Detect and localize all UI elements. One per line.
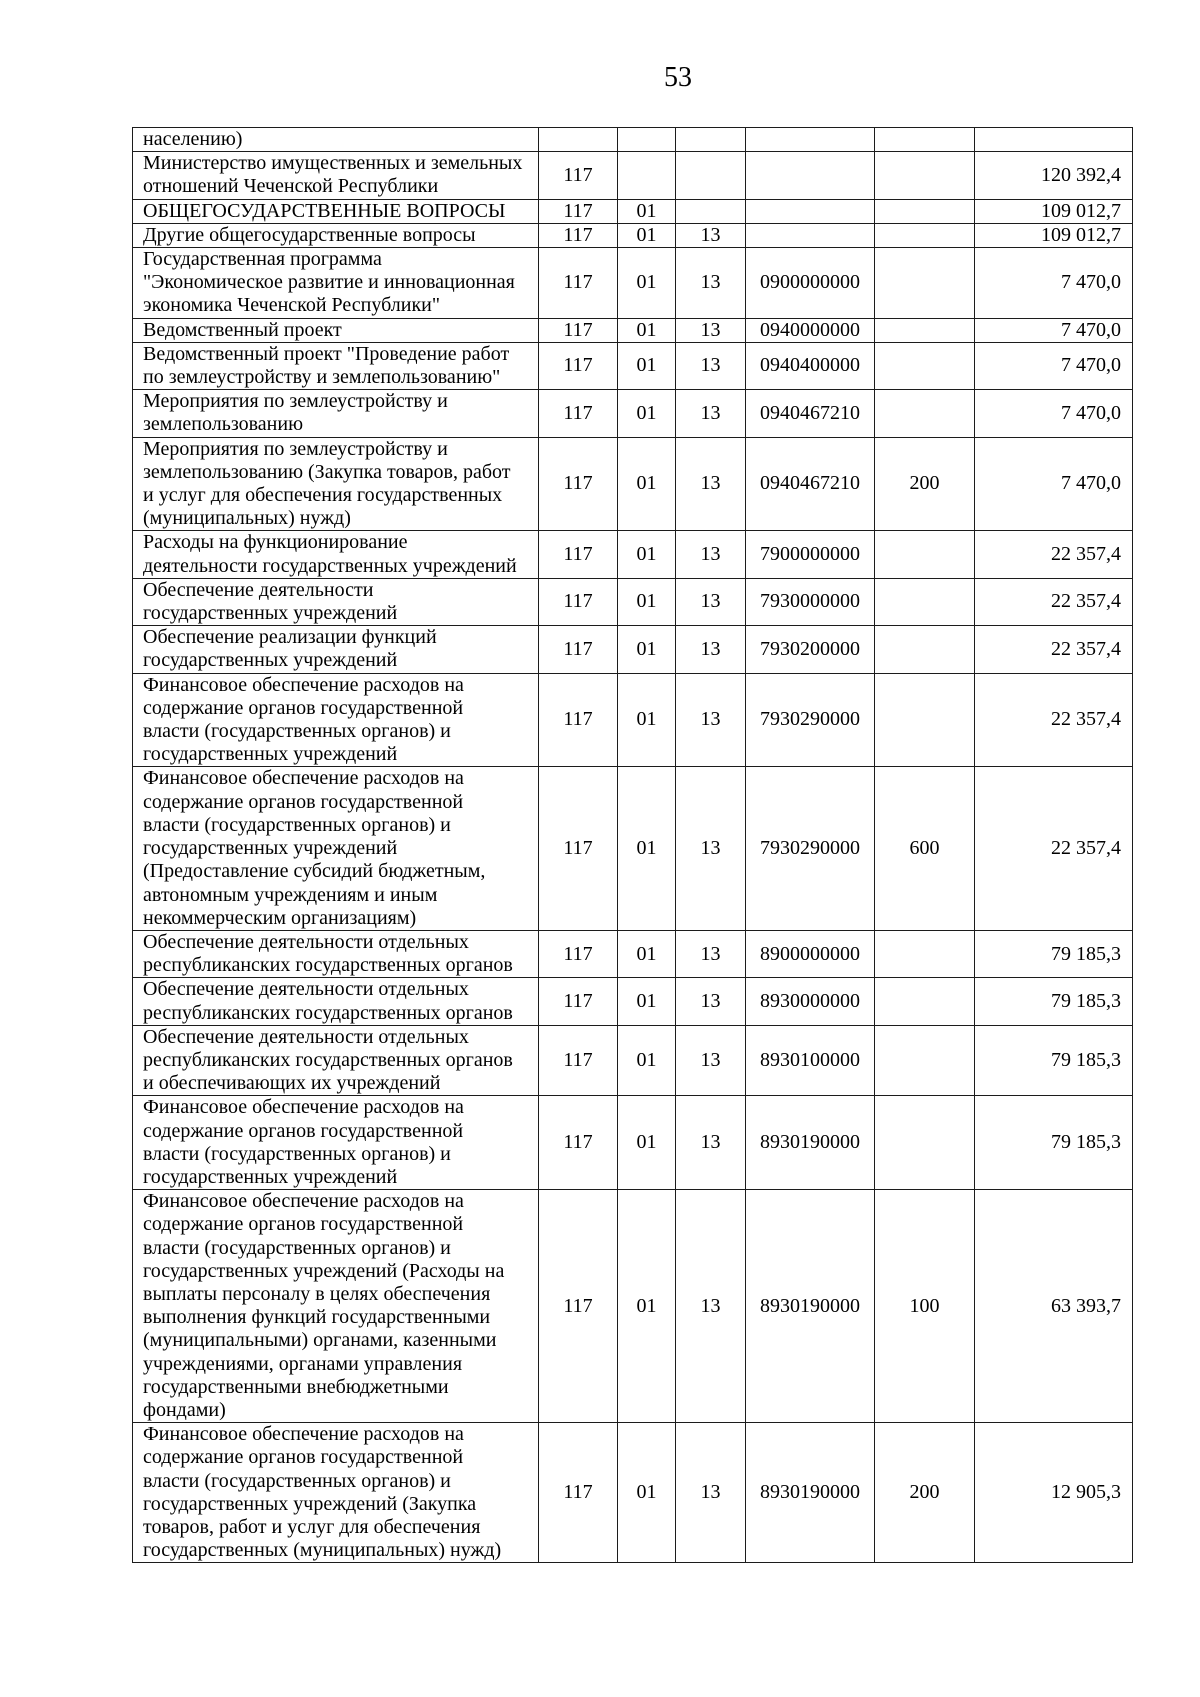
expense-type-code-cell bbox=[875, 978, 975, 1025]
target-article-code-cell: 8930190000 bbox=[746, 1190, 875, 1423]
expense-type-code-cell: 100 bbox=[875, 1190, 975, 1423]
expense-type-code-cell bbox=[875, 223, 975, 247]
target-article-code-cell: 7930000000 bbox=[746, 578, 875, 625]
subsection-code-cell: 13 bbox=[676, 437, 746, 531]
expense-type-code-cell bbox=[875, 128, 975, 152]
ministry-code-cell: 117 bbox=[539, 390, 618, 437]
section-code-cell: 01 bbox=[618, 626, 676, 673]
table-row bbox=[133, 342, 1133, 389]
amount-cell: 79 185,3 bbox=[975, 930, 1133, 977]
target-article-code-cell bbox=[746, 128, 875, 152]
table-row bbox=[133, 128, 1133, 152]
target-article-code-cell bbox=[746, 223, 875, 247]
item-name-cell: Финансовое обеспечение расходов на содержание органов государственной власти (государственных органов) и государственных учреждений (Закупка товаров, работ и услуг для обеспечения государственных (муниципальных) нужд) bbox=[133, 1423, 539, 1563]
item-name-cell: Финансовое обеспечение расходов на содержание органов государственной власти (государственных органов) и государственных учреждений bbox=[133, 1096, 539, 1190]
table-row bbox=[133, 1190, 1133, 1423]
ministry-code-cell: 117 bbox=[539, 578, 618, 625]
expense-type-code-cell bbox=[875, 318, 975, 342]
table-row bbox=[133, 1096, 1133, 1190]
section-code-cell: 01 bbox=[618, 318, 676, 342]
expense-type-code-cell bbox=[875, 578, 975, 625]
amount-cell: 109 012,7 bbox=[975, 199, 1133, 223]
table-row bbox=[133, 1423, 1133, 1563]
amount-cell: 22 357,4 bbox=[975, 578, 1133, 625]
page-number: 53 bbox=[664, 62, 692, 93]
expense-type-code-cell bbox=[875, 1025, 975, 1096]
subsection-code-cell: 13 bbox=[676, 1096, 746, 1190]
expense-type-code-cell bbox=[875, 248, 975, 319]
target-article-code-cell bbox=[746, 199, 875, 223]
section-code-cell: 01 bbox=[618, 1096, 676, 1190]
amount-cell: 7 470,0 bbox=[975, 318, 1133, 342]
table-row bbox=[133, 930, 1133, 977]
amount-cell: 79 185,3 bbox=[975, 1025, 1133, 1096]
subsection-code-cell: 13 bbox=[676, 1190, 746, 1423]
table-row bbox=[133, 199, 1133, 223]
table-row bbox=[133, 437, 1133, 531]
subsection-code-cell: 13 bbox=[676, 390, 746, 437]
amount-cell bbox=[975, 128, 1133, 152]
item-name-cell: Другие общегосударственные вопросы bbox=[133, 223, 539, 247]
item-name-cell: Обеспечение деятельности государственных учреждений bbox=[133, 578, 539, 625]
ministry-code-cell: 117 bbox=[539, 152, 618, 199]
amount-cell: 79 185,3 bbox=[975, 978, 1133, 1025]
expense-type-code-cell bbox=[875, 1096, 975, 1190]
target-article-code-cell: 8930190000 bbox=[746, 1096, 875, 1190]
table-row bbox=[133, 767, 1133, 930]
table-row bbox=[133, 318, 1133, 342]
item-name-cell: Обеспечение деятельности отдельных республиканских государственных органов и обеспечивающих их учреждений bbox=[133, 1025, 539, 1096]
ministry-code-cell: 117 bbox=[539, 342, 618, 389]
table-row bbox=[133, 390, 1133, 437]
subsection-code-cell bbox=[676, 152, 746, 199]
expense-type-code-cell bbox=[875, 626, 975, 673]
section-code-cell: 01 bbox=[618, 342, 676, 389]
amount-cell: 7 470,0 bbox=[975, 342, 1133, 389]
ministry-code-cell: 117 bbox=[539, 531, 618, 578]
expense-type-code-cell bbox=[875, 342, 975, 389]
section-code-cell: 01 bbox=[618, 390, 676, 437]
budget-table-body bbox=[133, 128, 1133, 1563]
subsection-code-cell: 13 bbox=[676, 673, 746, 767]
amount-cell: 12 905,3 bbox=[975, 1423, 1133, 1563]
item-name-cell: ОБЩЕГОСУДАРСТВЕННЫЕ ВОПРОСЫ bbox=[133, 199, 539, 223]
amount-cell: 7 470,0 bbox=[975, 248, 1133, 319]
ministry-code-cell: 117 bbox=[539, 437, 618, 531]
ministry-code-cell: 117 bbox=[539, 1423, 618, 1563]
amount-cell: 22 357,4 bbox=[975, 626, 1133, 673]
section-code-cell bbox=[618, 152, 676, 199]
ministry-code-cell: 117 bbox=[539, 248, 618, 319]
table-row bbox=[133, 578, 1133, 625]
ministry-code-cell: 117 bbox=[539, 673, 618, 767]
section-code-cell bbox=[618, 128, 676, 152]
expense-type-code-cell bbox=[875, 152, 975, 199]
expense-type-code-cell bbox=[875, 673, 975, 767]
target-article-code-cell: 7930200000 bbox=[746, 626, 875, 673]
section-code-cell: 01 bbox=[618, 930, 676, 977]
section-code-cell: 01 bbox=[618, 199, 676, 223]
section-code-cell: 01 bbox=[618, 978, 676, 1025]
expense-type-code-cell bbox=[875, 930, 975, 977]
table-row bbox=[133, 152, 1133, 199]
target-article-code-cell: 0940467210 bbox=[746, 390, 875, 437]
ministry-code-cell: 117 bbox=[539, 223, 618, 247]
table-row bbox=[133, 1025, 1133, 1096]
expense-type-code-cell: 600 bbox=[875, 767, 975, 930]
amount-cell: 7 470,0 bbox=[975, 390, 1133, 437]
item-name-cell: Финансовое обеспечение расходов на содержание органов государственной власти (государственных органов) и государственных учреждений (Расходы на выплаты персоналу в целях обеспечения выполнения функций государственными (муниципальными) органами, казенными учреждениями, органами управления государственными внебюджетными фондами) bbox=[133, 1190, 539, 1423]
section-code-cell: 01 bbox=[618, 767, 676, 930]
item-name-cell: Мероприятия по землеустройству и землепользованию (Закупка товаров, работ и услуг для обеспечения государственных (муниципальных) нужд) bbox=[133, 437, 539, 531]
subsection-code-cell: 13 bbox=[676, 578, 746, 625]
amount-cell: 22 357,4 bbox=[975, 531, 1133, 578]
expense-type-code-cell bbox=[875, 390, 975, 437]
section-code-cell: 01 bbox=[618, 1423, 676, 1563]
ministry-code-cell: 117 bbox=[539, 930, 618, 977]
target-article-code-cell: 8900000000 bbox=[746, 930, 875, 977]
subsection-code-cell: 13 bbox=[676, 223, 746, 247]
amount-cell: 63 393,7 bbox=[975, 1190, 1133, 1423]
table-row bbox=[133, 978, 1133, 1025]
subsection-code-cell: 13 bbox=[676, 626, 746, 673]
table-row bbox=[133, 248, 1133, 319]
subsection-code-cell: 13 bbox=[676, 930, 746, 977]
subsection-code-cell bbox=[676, 128, 746, 152]
target-article-code-cell: 8930100000 bbox=[746, 1025, 875, 1096]
subsection-code-cell: 13 bbox=[676, 767, 746, 930]
item-name-cell: Финансовое обеспечение расходов на содержание органов государственной власти (государственных органов) и государственных учреждений bbox=[133, 673, 539, 767]
target-article-code-cell: 0940000000 bbox=[746, 318, 875, 342]
table-row bbox=[133, 626, 1133, 673]
item-name-cell: Ведомственный проект "Проведение работ по землеустройству и землепользованию" bbox=[133, 342, 539, 389]
expense-type-code-cell bbox=[875, 199, 975, 223]
target-article-code-cell: 8930190000 bbox=[746, 1423, 875, 1563]
target-article-code-cell: 0900000000 bbox=[746, 248, 875, 319]
item-name-cell: Обеспечение деятельности отдельных республиканских государственных органов bbox=[133, 930, 539, 977]
expense-type-code-cell bbox=[875, 531, 975, 578]
subsection-code-cell: 13 bbox=[676, 318, 746, 342]
subsection-code-cell: 13 bbox=[676, 342, 746, 389]
amount-cell: 7 470,0 bbox=[975, 437, 1133, 531]
item-name-cell: Государственная программа "Экономическое развитие и инновационная экономика Чеченской Республики" bbox=[133, 248, 539, 319]
subsection-code-cell: 13 bbox=[676, 1025, 746, 1096]
section-code-cell: 01 bbox=[618, 223, 676, 247]
target-article-code-cell: 0940400000 bbox=[746, 342, 875, 389]
ministry-code-cell: 117 bbox=[539, 1025, 618, 1096]
item-name-cell: Расходы на функционирование деятельности государственных учреждений bbox=[133, 531, 539, 578]
item-name-cell: Ведомственный проект bbox=[133, 318, 539, 342]
budget-table bbox=[132, 127, 1133, 1563]
ministry-code-cell: 117 bbox=[539, 1190, 618, 1423]
table-row bbox=[133, 673, 1133, 767]
ministry-code-cell bbox=[539, 128, 618, 152]
subsection-code-cell: 13 bbox=[676, 978, 746, 1025]
ministry-code-cell: 117 bbox=[539, 1096, 618, 1190]
amount-cell: 109 012,7 bbox=[975, 223, 1133, 247]
section-code-cell: 01 bbox=[618, 1025, 676, 1096]
amount-cell: 120 392,4 bbox=[975, 152, 1133, 199]
target-article-code-cell: 8930000000 bbox=[746, 978, 875, 1025]
subsection-code-cell: 13 bbox=[676, 531, 746, 578]
item-name-cell: Финансовое обеспечение расходов на содержание органов государственной власти (государственных органов) и государственных учреждений (Предоставление субсидий бюджетным, автономным учреждениям и иным некоммерческим организациям) bbox=[133, 767, 539, 930]
amount-cell: 22 357,4 bbox=[975, 673, 1133, 767]
item-name-cell: населению) bbox=[133, 128, 539, 152]
target-article-code-cell: 7900000000 bbox=[746, 531, 875, 578]
expense-type-code-cell: 200 bbox=[875, 1423, 975, 1563]
ministry-code-cell: 117 bbox=[539, 626, 618, 673]
expense-type-code-cell: 200 bbox=[875, 437, 975, 531]
table-row bbox=[133, 223, 1133, 247]
section-code-cell: 01 bbox=[618, 578, 676, 625]
section-code-cell: 01 bbox=[618, 531, 676, 578]
section-code-cell: 01 bbox=[618, 437, 676, 531]
subsection-code-cell: 13 bbox=[676, 1423, 746, 1563]
amount-cell: 22 357,4 bbox=[975, 767, 1133, 930]
item-name-cell: Обеспечение деятельности отдельных республиканских государственных органов bbox=[133, 978, 539, 1025]
ministry-code-cell: 117 bbox=[539, 978, 618, 1025]
subsection-code-cell: 13 bbox=[676, 248, 746, 319]
target-article-code-cell: 7930290000 bbox=[746, 767, 875, 930]
target-article-code-cell bbox=[746, 152, 875, 199]
ministry-code-cell: 117 bbox=[539, 767, 618, 930]
item-name-cell: Мероприятия по землеустройству и землепользованию bbox=[133, 390, 539, 437]
amount-cell: 79 185,3 bbox=[975, 1096, 1133, 1190]
ministry-code-cell: 117 bbox=[539, 199, 618, 223]
ministry-code-cell: 117 bbox=[539, 318, 618, 342]
table-row bbox=[133, 531, 1133, 578]
subsection-code-cell bbox=[676, 199, 746, 223]
section-code-cell: 01 bbox=[618, 673, 676, 767]
item-name-cell: Обеспечение реализации функций государственных учреждений bbox=[133, 626, 539, 673]
target-article-code-cell: 0940467210 bbox=[746, 437, 875, 531]
section-code-cell: 01 bbox=[618, 248, 676, 319]
section-code-cell: 01 bbox=[618, 1190, 676, 1423]
item-name-cell: Министерство имущественных и земельных отношений Чеченской Республики bbox=[133, 152, 539, 199]
target-article-code-cell: 7930290000 bbox=[746, 673, 875, 767]
